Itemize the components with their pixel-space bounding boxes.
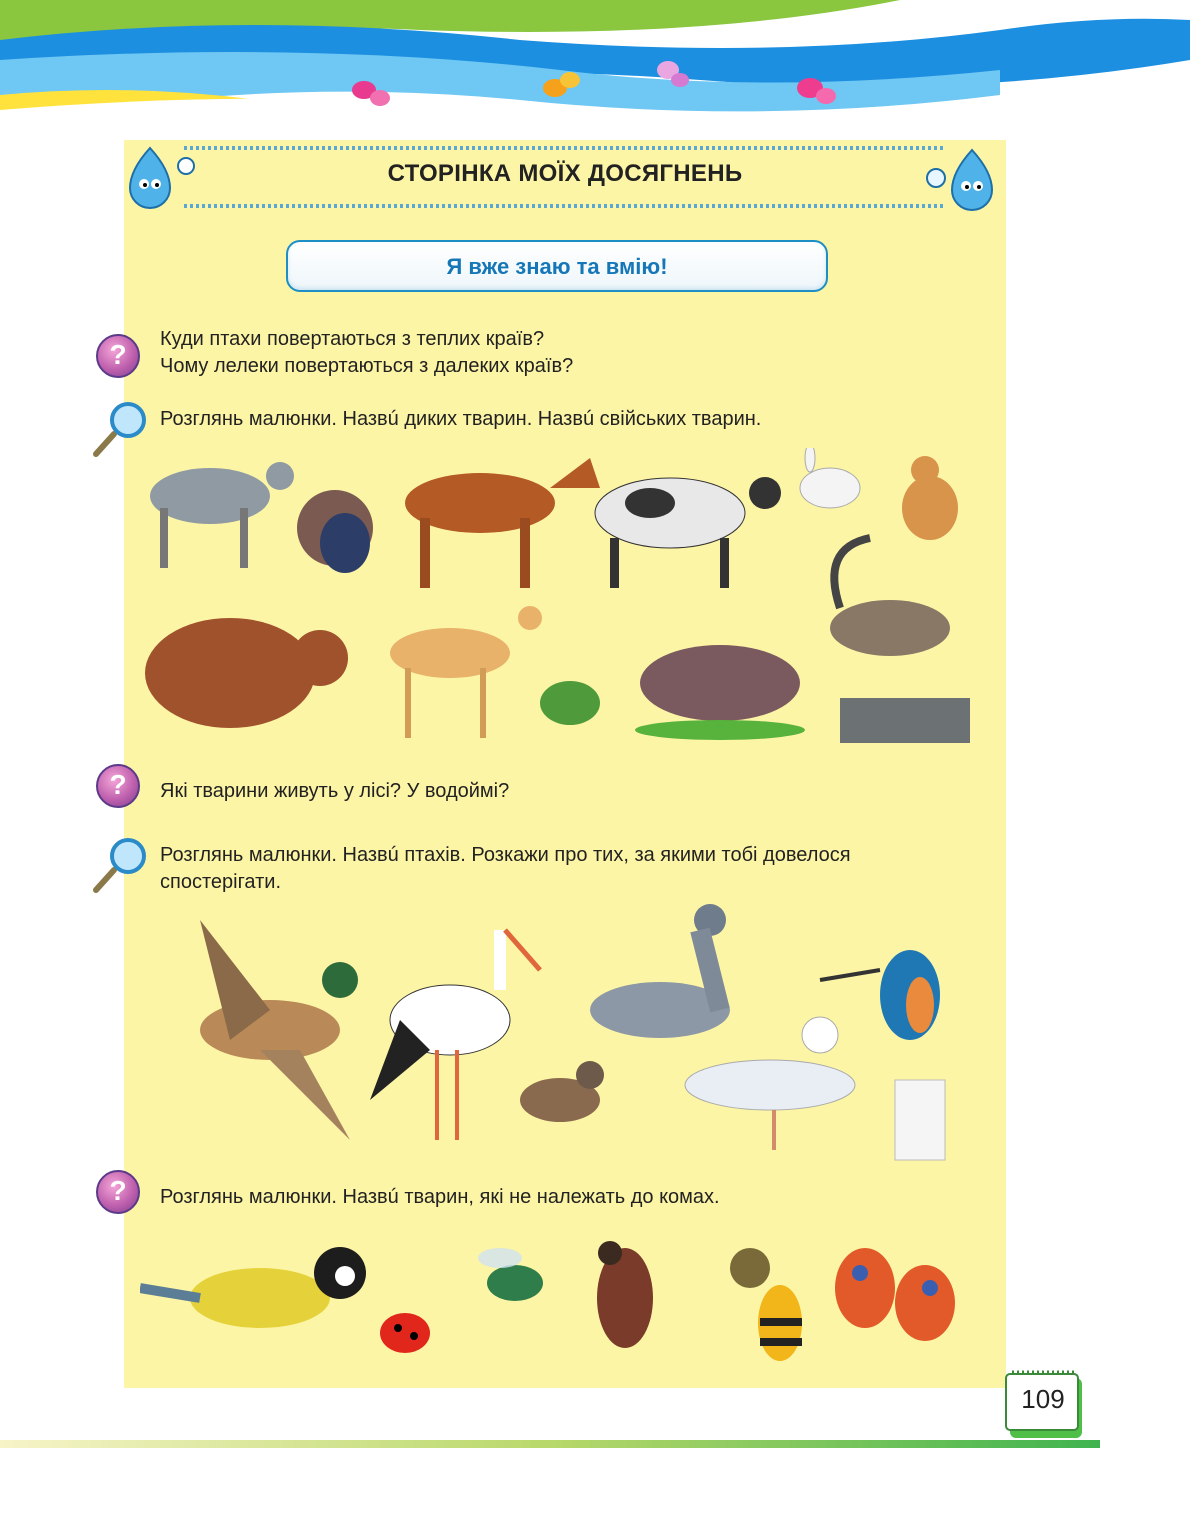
page-number: 109 [1021, 1384, 1065, 1414]
text-line: Чому лелеки повертаються з далеких країв? [160, 355, 574, 377]
page-title: СТОРІНКА МОЇХ ДОСЯГНЕНЬ [387, 160, 743, 187]
text-line: Розглянь малюнки. Назвú птахів. Розкажи про тих, за якими тобі довелося [160, 844, 851, 866]
mountain-goat-icon [830, 538, 970, 743]
bear-icon [145, 618, 348, 728]
question-icon: ? [96, 334, 140, 378]
bottom-rule [0, 1440, 1100, 1448]
banner-text: Я вже знаю та вмію! [446, 254, 668, 279]
rabbit-icon [800, 448, 860, 508]
water-drop-mascot-right-icon [927, 150, 992, 210]
question-text [160, 1184, 720, 1211]
deer-icon [390, 606, 542, 738]
ladybug-icon [380, 1313, 430, 1353]
seagull-icon [685, 1017, 855, 1150]
insects-illustration [140, 1228, 980, 1368]
question-icon: ? [96, 764, 140, 808]
question-icon: ? [96, 1170, 140, 1214]
stork-icon [370, 930, 540, 1140]
butterfly-icon [835, 1248, 955, 1341]
birds-illustration [160, 900, 970, 1170]
boar-icon [635, 645, 805, 740]
beetle-icon [597, 1241, 653, 1348]
text-line: Куди птахи повертаються з теплих країв? [160, 328, 545, 350]
header-sky-band [0, 0, 1190, 150]
cow-icon [595, 477, 781, 588]
instruction-text [160, 842, 851, 896]
text-line: Розглянь малюнки. Назвú тварин, які не належать до комах. [160, 1186, 720, 1208]
duck-icon [200, 920, 358, 1140]
kingfisher-icon [820, 950, 945, 1160]
cat-icon [902, 456, 958, 540]
water-drop-mascot-left-icon [130, 148, 194, 208]
turkey-icon [297, 490, 373, 573]
sparrow-icon [520, 1061, 604, 1122]
fly-icon [478, 1248, 543, 1301]
text-line: Розглянь малюнки. Назвú диких тварин. Назвú свійських тварин. [160, 408, 762, 430]
skills-banner [286, 240, 828, 292]
animals-illustration [130, 448, 990, 748]
text-line: спостерігати. [160, 871, 282, 893]
question-text [160, 326, 573, 380]
pigeon-icon [590, 904, 730, 1038]
magnifier-icon [92, 834, 152, 894]
frog-icon [540, 681, 600, 725]
instruction-text [160, 406, 761, 433]
bee-icon [730, 1248, 802, 1361]
horse-icon [405, 458, 600, 588]
text-line: Які тварини живуть у лісі? У водоймі? [160, 780, 510, 802]
tit-bird-icon [140, 1247, 366, 1328]
question-text [160, 778, 509, 805]
goat-icon [150, 462, 294, 568]
